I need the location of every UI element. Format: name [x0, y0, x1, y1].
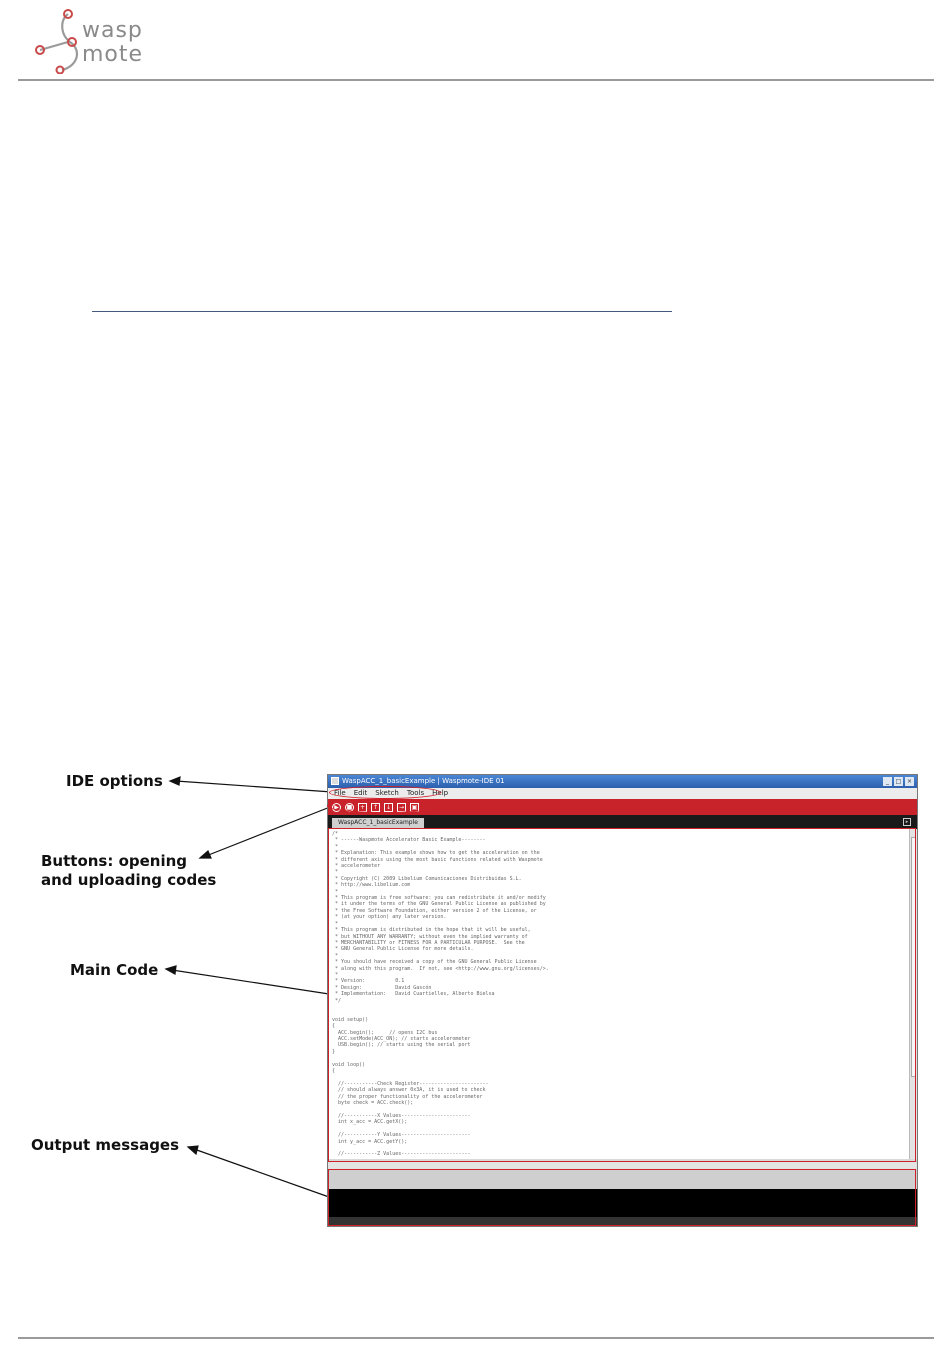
- code-line: * accelerometer: [332, 863, 381, 870]
- upload-icon[interactable]: →: [398, 803, 405, 811]
- code-line: //-----------Z Values-----------------------: [332, 1151, 471, 1158]
- new-icon[interactable]: +: [359, 803, 366, 811]
- verify-icon[interactable]: ▶: [332, 803, 341, 812]
- code-line: byte check = ACC.check();: [332, 1100, 414, 1107]
- code-line: }: [332, 1048, 336, 1055]
- status-area: [328, 1169, 917, 1189]
- code-line: void setup(): [332, 1016, 369, 1023]
- code-line: *: [332, 971, 339, 978]
- footer-rule: [18, 1337, 934, 1339]
- logo-wasp-text: wasp: [82, 18, 143, 43]
- callout-ide-options: IDE options: [66, 772, 163, 790]
- code-line: * http://www.libelium.com: [332, 882, 411, 889]
- code-line: //-----------Y Values-----------------------: [332, 1132, 471, 1139]
- code-line: * ------Waspmote Accelerator Basic Example--------: [332, 837, 486, 844]
- code-line: * GNU General Public License for more details.: [332, 946, 474, 953]
- code-line: void loop(): [332, 1061, 366, 1068]
- menu-tools[interactable]: Tools: [406, 789, 425, 797]
- code-line: * different axis using the most basic functions related with Waspmote: [332, 856, 543, 863]
- code-line: * Design: David Gascón: [332, 984, 432, 991]
- code-line: //-----------X Values-----------------------: [332, 1112, 471, 1119]
- callout-buttons-line2: and uploading codes: [41, 871, 217, 889]
- code-line: // should always answer 0x3A, it is used to check: [332, 1087, 486, 1094]
- code-line: * This program is free software: you can redistribute it and/or modify: [332, 895, 546, 902]
- window-title: WaspACC_1_basicExample | Waspmote-IDE 01: [342, 777, 505, 785]
- code-line: * Implementation: David Cuartielles, Alberto Bielsa: [332, 991, 495, 998]
- minimize-icon[interactable]: _: [883, 777, 892, 786]
- code-line: * the Free Software Foundation, either version 2 of the License, or: [332, 907, 537, 914]
- callout-output-messages: Output messages: [31, 1136, 180, 1154]
- save-icon[interactable]: ↓: [385, 803, 392, 811]
- code-line: *: [332, 869, 339, 876]
- tab-sketch[interactable]: WaspACC_1_basicExample: [332, 818, 424, 828]
- code-line: * This program is distributed in the hope that it will be useful,: [332, 927, 531, 934]
- ide-titlebar: [328, 775, 917, 788]
- code-line: {: [332, 1068, 336, 1075]
- menu-sketch[interactable]: Sketch: [375, 789, 399, 797]
- code-line: * it under the terms of the GNU General Public License as published by: [332, 901, 546, 908]
- code-line: * Explanation: This example shows how to get the acceleration on the: [332, 850, 540, 857]
- code-line: * Copyright (C) 2009 Libelium Comunicaciones Distribuidas S.L.: [332, 875, 522, 882]
- code-line: * MERCHANTABILITY or FITNESS FOR A PARTICULAR PURPOSE. See the: [332, 939, 525, 946]
- code-line: *: [332, 888, 339, 895]
- tab-menu-icon[interactable]: ▸: [903, 818, 911, 826]
- code-line: int y_acc = ACC.getY();: [332, 1138, 408, 1145]
- menu-help[interactable]: Help: [432, 789, 449, 797]
- code-line: *: [332, 952, 339, 959]
- code-line: int x_acc = ACC.getX();: [332, 1119, 408, 1126]
- vertical-scrollbar[interactable]: [909, 829, 917, 1159]
- code-line: ACC.begin(); // opens I2C bus: [332, 1029, 438, 1036]
- code-line: * Version: 0.1: [332, 978, 405, 985]
- code-line: ACC.setMode(ACC_ON); // starts accelerometer: [332, 1036, 471, 1042]
- code-line: * (at your option) any later version.: [332, 914, 447, 921]
- code-line: USB.begin(); // starts using the serial port: [332, 1042, 471, 1049]
- callout-main-code: Main Code: [70, 961, 159, 979]
- stop-icon[interactable]: ■: [346, 803, 353, 811]
- code-editor[interactable]: [328, 829, 909, 1159]
- callout-buttons-line1: Buttons: opening: [41, 852, 188, 870]
- open-icon[interactable]: ↑: [372, 803, 379, 811]
- code-line: * but WITHOUT ANY WARRANTY; without even the implied warranty of: [332, 933, 528, 940]
- code-line: *: [332, 920, 339, 927]
- code-line: *: [332, 843, 339, 850]
- menu-edit[interactable]: Edit: [353, 789, 368, 797]
- serial-monitor-icon[interactable]: ▣: [411, 803, 418, 811]
- code-line: //-----------Check Register-----------------------: [332, 1080, 489, 1087]
- app-icon: [331, 777, 339, 785]
- code-line: * along with this program. If not, see <http://www.gnu.org/licenses/>.: [332, 965, 549, 972]
- code-line: {: [332, 1023, 336, 1030]
- console-footer: [328, 1217, 917, 1227]
- code-line: */: [332, 997, 342, 1004]
- close-icon[interactable]: ×: [906, 778, 913, 785]
- menu-file[interactable]: File: [334, 789, 346, 797]
- ide-window: [327, 774, 918, 1227]
- maximize-icon[interactable]: □: [895, 778, 902, 785]
- code-line: /*: [332, 831, 339, 837]
- menu-bar: [328, 788, 917, 799]
- code-line: * You should have received a copy of the GNU General Public License: [332, 959, 537, 966]
- logo-mote-text: mote: [82, 42, 144, 67]
- code-text: [328, 829, 909, 1159]
- horizontal-scrollbar[interactable]: [328, 1161, 917, 1169]
- code-line: // the proper functionality of the accelerometer: [332, 1093, 483, 1100]
- tab-bar: [328, 815, 917, 829]
- toolbar: [328, 799, 917, 815]
- output-console: [328, 1189, 917, 1217]
